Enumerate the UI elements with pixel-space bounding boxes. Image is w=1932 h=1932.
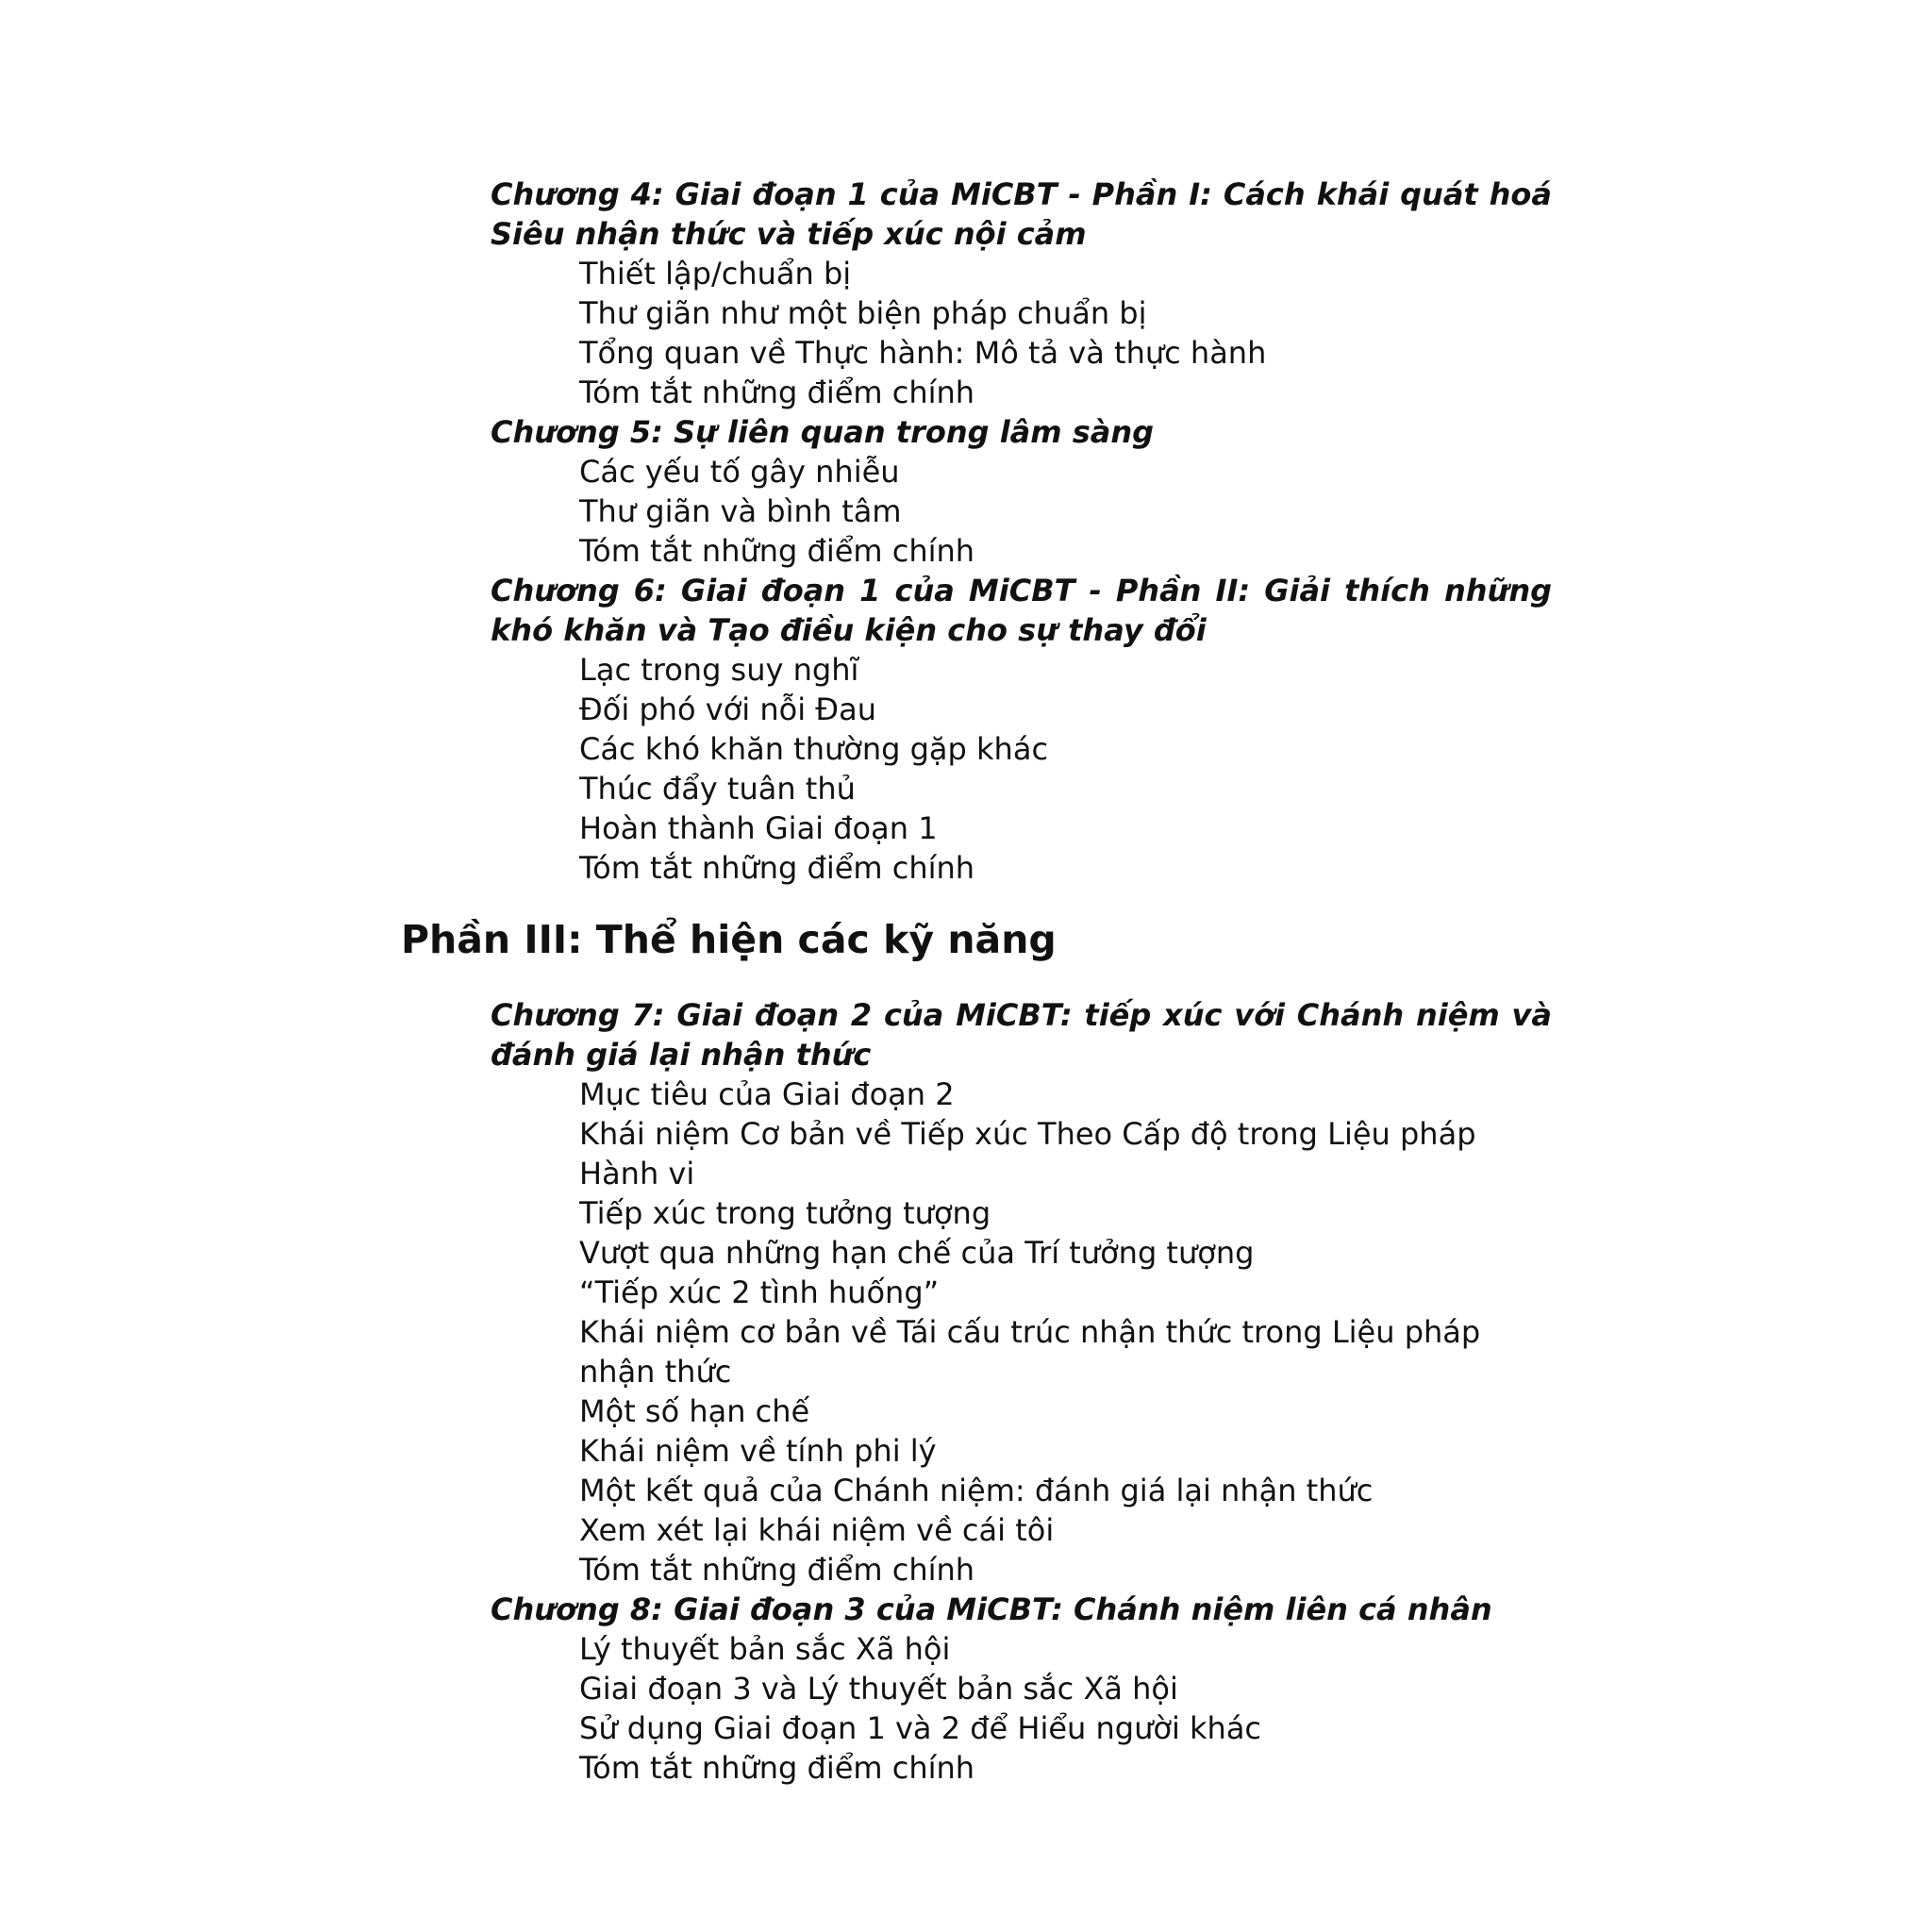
toc-entry: Tóm tắt những điểm chính — [579, 1750, 975, 1786]
part-3-heading: Phần III: Thể hiện các kỹ năng — [401, 917, 1057, 962]
chapter-6-title: Chương 6: Giai đoạn 1 của MiCBT - Phần II: Giải thích những khó khăn và Tạo điều kiện cho sự thay đổi — [491, 573, 1552, 648]
toc-entry: Tổng quan về Thực hành: Mô tả và thực hành — [579, 335, 1267, 371]
toc-entry: “Tiếp xúc 2 tình huống” — [579, 1274, 940, 1310]
toc-entry: Các khó khăn thường gặp khác — [579, 731, 1049, 767]
toc-entry: Các yếu tố gây nhiễu — [579, 454, 900, 490]
chapter-7-title: Chương 7: Giai đoạn 2 của MiCBT: tiếp xúc với Chánh niệm và đánh giá lại nhận thức — [491, 997, 1552, 1073]
toc-entry: Vượt qua những hạn chế của Trí tưởng tượng — [579, 1235, 1255, 1271]
toc-entry: Xem xét lại khái niệm về cái tôi — [579, 1512, 1055, 1548]
toc-entry: Sử dụng Giai đoạn 1 và 2 để Hiểu người khác — [579, 1710, 1262, 1746]
toc-entry: Hoàn thành Giai đoạn 1 — [579, 810, 938, 846]
toc-entry: Thư giãn và bình tâm — [579, 493, 902, 529]
toc-entry: Tóm tắt những điểm chính — [579, 375, 975, 410]
toc-entry: Tóm tắt những điểm chính — [579, 1552, 975, 1588]
toc-entry: Lạc trong suy nghĩ — [579, 652, 859, 688]
chapter-5-title: Chương 5: Sự liên quan trong lâm sàng — [491, 414, 1155, 450]
toc-entry: Thúc đẩy tuân thủ — [579, 771, 856, 807]
toc-entry: Đối phó với nỗi Đau — [579, 691, 876, 727]
toc-entry: Thiết lập/chuẩn bị — [579, 256, 852, 291]
toc-entry: Khái niệm Cơ bản về Tiếp xúc Theo Cấp độ trong Liệu pháp Hành vi — [579, 1116, 1476, 1191]
toc-entry: Một số hạn chế — [579, 1393, 810, 1429]
toc-entry: Giai đoạn 3 và Lý thuyết bản sắc Xã hội — [579, 1671, 1178, 1707]
toc-entry: Tóm tắt những điểm chính — [579, 850, 975, 886]
toc-entry: Thư giãn như một biện pháp chuẩn bị — [579, 295, 1147, 331]
toc-entry: Lý thuyết bản sắc Xã hội — [579, 1631, 951, 1667]
toc-entry: Khái niệm cơ bản về Tái cấu trúc nhận thức trong Liệu pháp nhận thức — [579, 1314, 1481, 1390]
toc-entry: Khái niệm về tính phi lý — [579, 1433, 937, 1469]
chapter-8-title: Chương 8: Giai đoạn 3 của MiCBT: Chánh niệm liên cá nhân — [491, 1591, 1492, 1627]
chapter-4-title: Chương 4: Giai đoạn 1 của MiCBT - Phần I: Cách khái quát hoá Siêu nhận thức và tiếp xúc nội cảm — [491, 176, 1552, 252]
toc-entry: Mục tiêu của Giai đoạn 2 — [579, 1076, 955, 1112]
toc-entry: Tiếp xúc trong tưởng tượng — [579, 1195, 991, 1231]
toc-entry: Một kết quả của Chánh niệm: đánh giá lại nhận thức — [579, 1473, 1374, 1508]
toc-entry: Tóm tắt những điểm chính — [579, 533, 975, 569]
